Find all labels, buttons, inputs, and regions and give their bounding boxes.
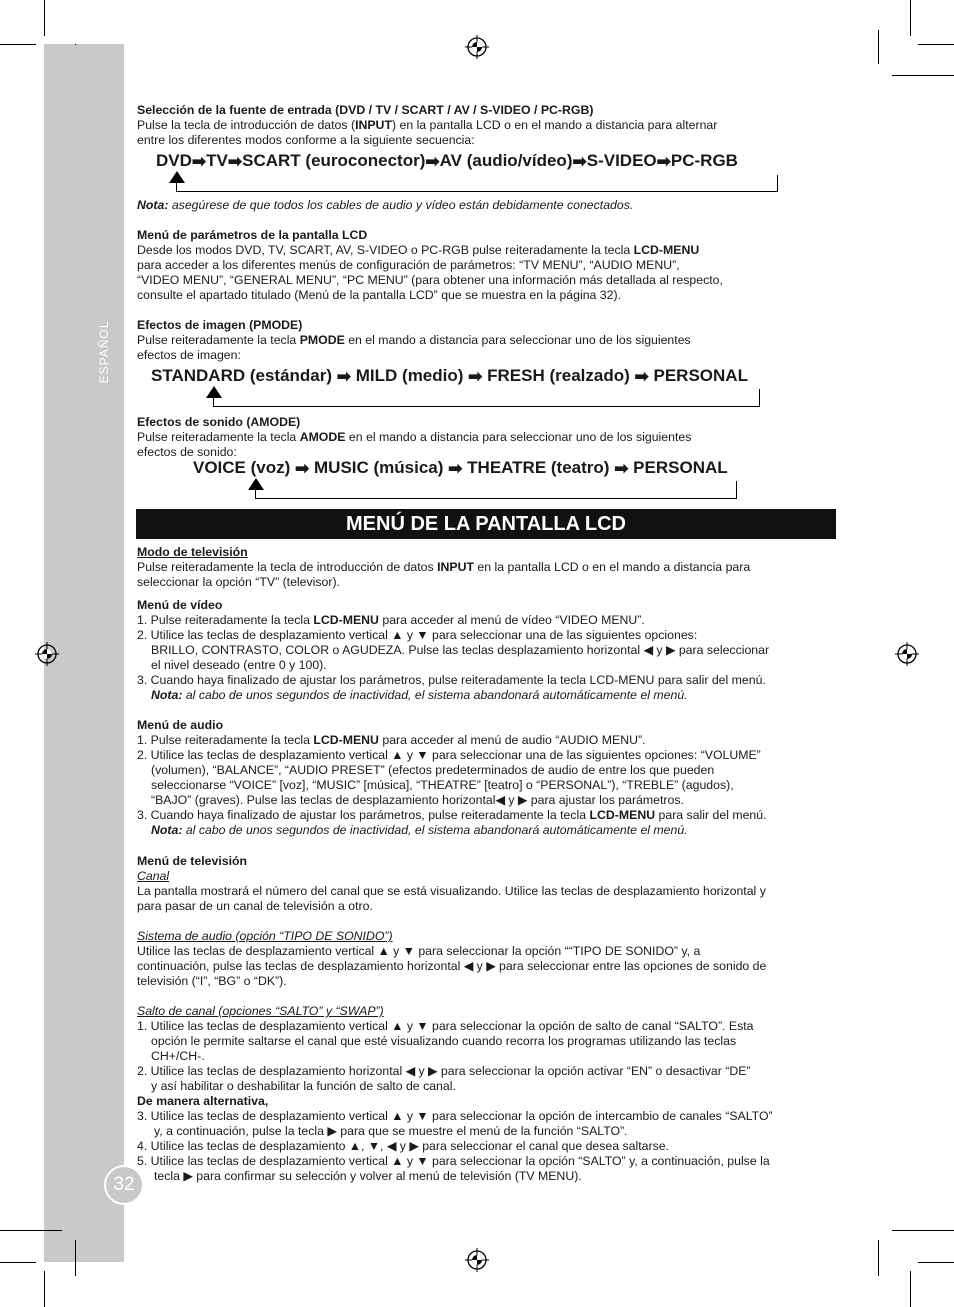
crop-mark <box>910 0 911 36</box>
subsection-label: Canal <box>137 869 170 883</box>
right-arrow-icon: ➡ <box>336 366 352 386</box>
registration-mark-icon <box>465 1248 489 1272</box>
paragraph-line: La pantalla mostrará el número del canal que se está visualizando. Utilice las teclas de desplazamiento horizontal y <box>137 884 766 898</box>
list-item: 3. Cuando haya finalizado de ajustar los parámetros, pulse reiteradamente la tecla LCD-MENU para salir del menú. <box>137 808 767 822</box>
sequence-item: DVD <box>156 151 192 170</box>
paragraph-line: efectos de imagen: <box>137 348 241 362</box>
paragraph-line: Pulse reiteradamente la tecla de introducción de datos INPUT en la pantalla LCD o en el mando a distancia para <box>137 560 751 574</box>
up-arrow-icon <box>169 171 185 183</box>
sequence-item: PERSONAL <box>633 458 728 477</box>
paragraph-line: entre los diferentes modos conforme a la siguiente secuencia: <box>137 133 475 147</box>
list-item: BRILLO, CONTRASTO, COLOR o AGUDEZA. Pulse las teclas desplazamiento horizontal ◀ y ▶ para seleccionar <box>151 643 770 657</box>
registration-mark-icon <box>35 642 59 666</box>
crop-mark <box>44 1271 45 1307</box>
paragraph-line: Pulse reiteradamente la tecla PMODE en el mando a distancia para seleccionar uno de los siguientes <box>137 333 691 347</box>
crop-mark <box>892 75 954 76</box>
list-item: “BAJO” (graves). Pulse las teclas de desplazamiento horizontal◀ y ▶ para ajustar los parámetros. <box>151 793 684 807</box>
sequence-item: AV (audio/vídeo) <box>439 151 573 170</box>
crop-mark <box>0 1230 62 1231</box>
list-item: 3. Cuando haya finalizado de ajustar los parámetros, pulse reiteradamente la tecla LCD-MENU para salir del menú. <box>137 673 766 687</box>
list-item: (volumen), “BALANCE”, “AUDIO PRESET” (efectos predeterminados de audio de entre los que pueden <box>151 763 715 777</box>
right-arrow-icon: ➡ <box>656 151 671 171</box>
crop-mark <box>892 1230 954 1231</box>
sequence-item: PC-RGB <box>670 151 738 170</box>
paragraph-line: seleccionar la opción “TV” (televisor). <box>137 575 340 589</box>
subsection-label: Sistema de audio (opción “TIPO DE SONIDO”) <box>137 929 393 943</box>
sequence-item: THEATRE (teatro) <box>467 458 610 477</box>
crop-mark <box>878 1240 879 1276</box>
subsection-label: Salto de canal (opciones “SALTO” y “SWAP”) <box>137 1004 384 1018</box>
crop-mark <box>0 1262 36 1263</box>
registration-mark-icon <box>465 35 489 59</box>
sequence-item: MILD (medio) <box>355 366 464 385</box>
section-heading: Efectos de imagen (PMODE) <box>137 318 303 332</box>
list-item: tecla ▶ para confirmar su selección y volver al menú de televisión (TV MENU). <box>154 1169 582 1183</box>
right-arrow-icon: ➡ <box>572 151 587 171</box>
sequence-loop-line <box>255 481 737 499</box>
crop-mark <box>918 44 954 45</box>
sequence-item: FRESH (realzado) <box>487 366 630 385</box>
list-item: 2. Utilice las teclas de desplazamiento horizontal ◀ y ▶ para seleccionar la opción activar “EN” o desactivar “DE” <box>137 1064 751 1078</box>
pmode-sequence <box>151 366 748 387</box>
list-item: opción le permite saltarse el canal que esté visualizando cuando recorra los programas utilizando las teclas <box>151 1034 737 1048</box>
paragraph-line: televisión (“I”, “BG” o “DK”). <box>137 974 287 988</box>
crop-mark <box>878 30 879 64</box>
note: Nota: al cabo de unos segundos de inactividad, el sistema abandonará automáticamente el menú. <box>151 688 688 702</box>
note: Nota: asegúrese de que todos los cables de audio y vídeo están debidamente conectados. <box>137 198 634 212</box>
paragraph-line: Utilice las teclas de desplazamiento vertical ▲ y ▼ para seleccionar la opción ““TIPO DE SONIDO” y, a <box>137 944 701 958</box>
list-item: 2. Utilice las teclas de desplazamiento vertical ▲ y ▼ para seleccionar una de las siguientes opciones: “VOLUME” <box>137 748 761 762</box>
crop-mark <box>0 44 36 45</box>
right-arrow-icon: ➡ <box>425 151 440 171</box>
list-item: 2. Utilice las teclas de desplazamiento vertical ▲ y ▼ para seleccionar una de las siguientes opciones: <box>137 628 698 642</box>
paragraph-line: consulte el apartado titulado (Menú de la pantalla LCD” que se muestra en la página 32). <box>137 288 621 302</box>
note: Nota: al cabo de unos segundos de inactividad, el sistema abandonará automáticamente el menú. <box>151 823 688 837</box>
sequence-item: TV <box>206 151 228 170</box>
list-item: el nivel deseado (entre 0 y 100). <box>151 658 327 672</box>
right-arrow-icon: ➡ <box>448 458 463 478</box>
sequence-item: S-VIDEO <box>586 151 657 170</box>
sequence-item: SCART (euroconector) <box>242 151 426 170</box>
sequence-item: VOICE (voz) <box>193 458 291 477</box>
list-item: y, a continuación, pulse la tecla ▶ para que se muestre el menú de la función “SALTO”. <box>154 1124 628 1138</box>
list-item: seleccionarse “VOICE” [voz], “MUSIC” [música], “THEATRE” [teatro] o “PERSONAL”), “TREBLE” (agudos), <box>151 778 734 792</box>
section-heading: Selección de la fuente de entrada (DVD / TV / SCART / AV / S-VIDEO / PC-RGB) <box>137 103 594 117</box>
sequence-loop-line <box>213 389 760 407</box>
section-heading: Menú de parámetros de la pantalla LCD <box>137 228 368 242</box>
crop-mark <box>918 1262 954 1263</box>
paragraph-line: para acceder a los diferentes menús de configuración de parámetros: “TV MENU”, “AUDIO MENU”, <box>137 258 680 272</box>
list-item: 4. Utilice las teclas de desplazamiento ▲, ▼, ◀ y ▶ para seleccionar el canal que desea saltarse. <box>137 1139 669 1153</box>
paragraph-line: para pasar de un canal de televisión a otro. <box>137 899 373 913</box>
section-heading: Menú de televisión <box>137 854 248 868</box>
list-item: 1. Utilice las teclas de desplazamiento vertical ▲ y ▼ para seleccionar la opción de salto de canal “SALTO”. Esta <box>137 1019 754 1033</box>
sequence-item: PERSONAL <box>653 366 748 385</box>
right-arrow-icon: ➡ <box>191 151 207 171</box>
amode-sequence <box>193 458 728 479</box>
list-item: 3. Utilice las teclas de desplazamiento vertical ▲ y ▼ para seleccionar la opción de intercambio de canales “SALTO” <box>137 1109 773 1123</box>
paragraph-line: efectos de sonido: <box>137 445 237 459</box>
language-label: ESPAÑOL <box>97 320 111 384</box>
right-arrow-icon: ➡ <box>614 458 629 478</box>
paragraph-line: Pulse la tecla de introducción de datos (INPUT) en la pantalla LCD o en el mando a distancia para alternar <box>137 118 718 132</box>
right-arrow-icon: ➡ <box>634 366 649 386</box>
up-arrow-icon <box>206 386 222 398</box>
crop-mark <box>75 44 76 45</box>
list-item: 1. Pulse reiteradamente la tecla LCD-MENU para acceder al menú de vídeo “VIDEO MENU”. <box>137 613 645 627</box>
list-item: y así habilitar o deshabilitar la función de salto de canal. <box>151 1079 456 1093</box>
paragraph-line: Pulse reiteradamente la tecla AMODE en el mando a distancia para seleccionar uno de los siguientes <box>137 430 692 444</box>
sequence-item: STANDARD (estándar) <box>151 366 333 385</box>
right-arrow-icon: ➡ <box>295 458 310 478</box>
paragraph-line: continuación, pulse las teclas de desplazamiento horizontal ◀ y ▶ para seleccionar entre las opciones de sonido de <box>137 959 767 973</box>
paragraph-line: Desde los modos DVD, TV, SCART, AV, S-VIDEO o PC-RGB pulse reiteradamente la tecla LCD-MENU <box>137 243 700 257</box>
section-heading: Menú de vídeo <box>137 598 223 612</box>
page-number: 32 <box>104 1165 144 1205</box>
right-arrow-icon: ➡ <box>468 366 483 386</box>
sequence-item: MUSIC (música) <box>314 458 444 477</box>
list-item: 1. Pulse reiteradamente la tecla LCD-MENU para acceder al menú de audio “AUDIO MENU”. <box>137 733 646 747</box>
section-heading: Modo de televisión <box>137 545 248 559</box>
up-arrow-icon <box>248 478 264 490</box>
section-heading: De manera alternativa, <box>137 1094 269 1108</box>
sequence-loop-line <box>176 175 778 192</box>
crop-mark <box>44 0 45 36</box>
right-arrow-icon: ➡ <box>227 151 243 171</box>
list-item: 5. Utilice las teclas de desplazamiento vertical ▲ y ▼ para seleccionar la opción “SALTO” y, a continuación, pulse la <box>137 1154 770 1168</box>
section-banner: MENÚ DE LA PANTALLA LCD <box>136 509 836 539</box>
crop-mark <box>910 1271 911 1307</box>
registration-mark-icon <box>895 642 919 666</box>
crop-mark <box>75 1240 76 1276</box>
input-sequence <box>156 151 738 172</box>
paragraph-line: “VIDEO MENU”, “GENERAL MENU”, “PC MENU” (para obtener una información más detallada al respecto, <box>137 273 723 287</box>
section-heading: Efectos de sonido (AMODE) <box>137 415 301 429</box>
section-heading: Menú de audio <box>137 718 224 732</box>
list-item: CH+/CH-. <box>151 1049 205 1063</box>
